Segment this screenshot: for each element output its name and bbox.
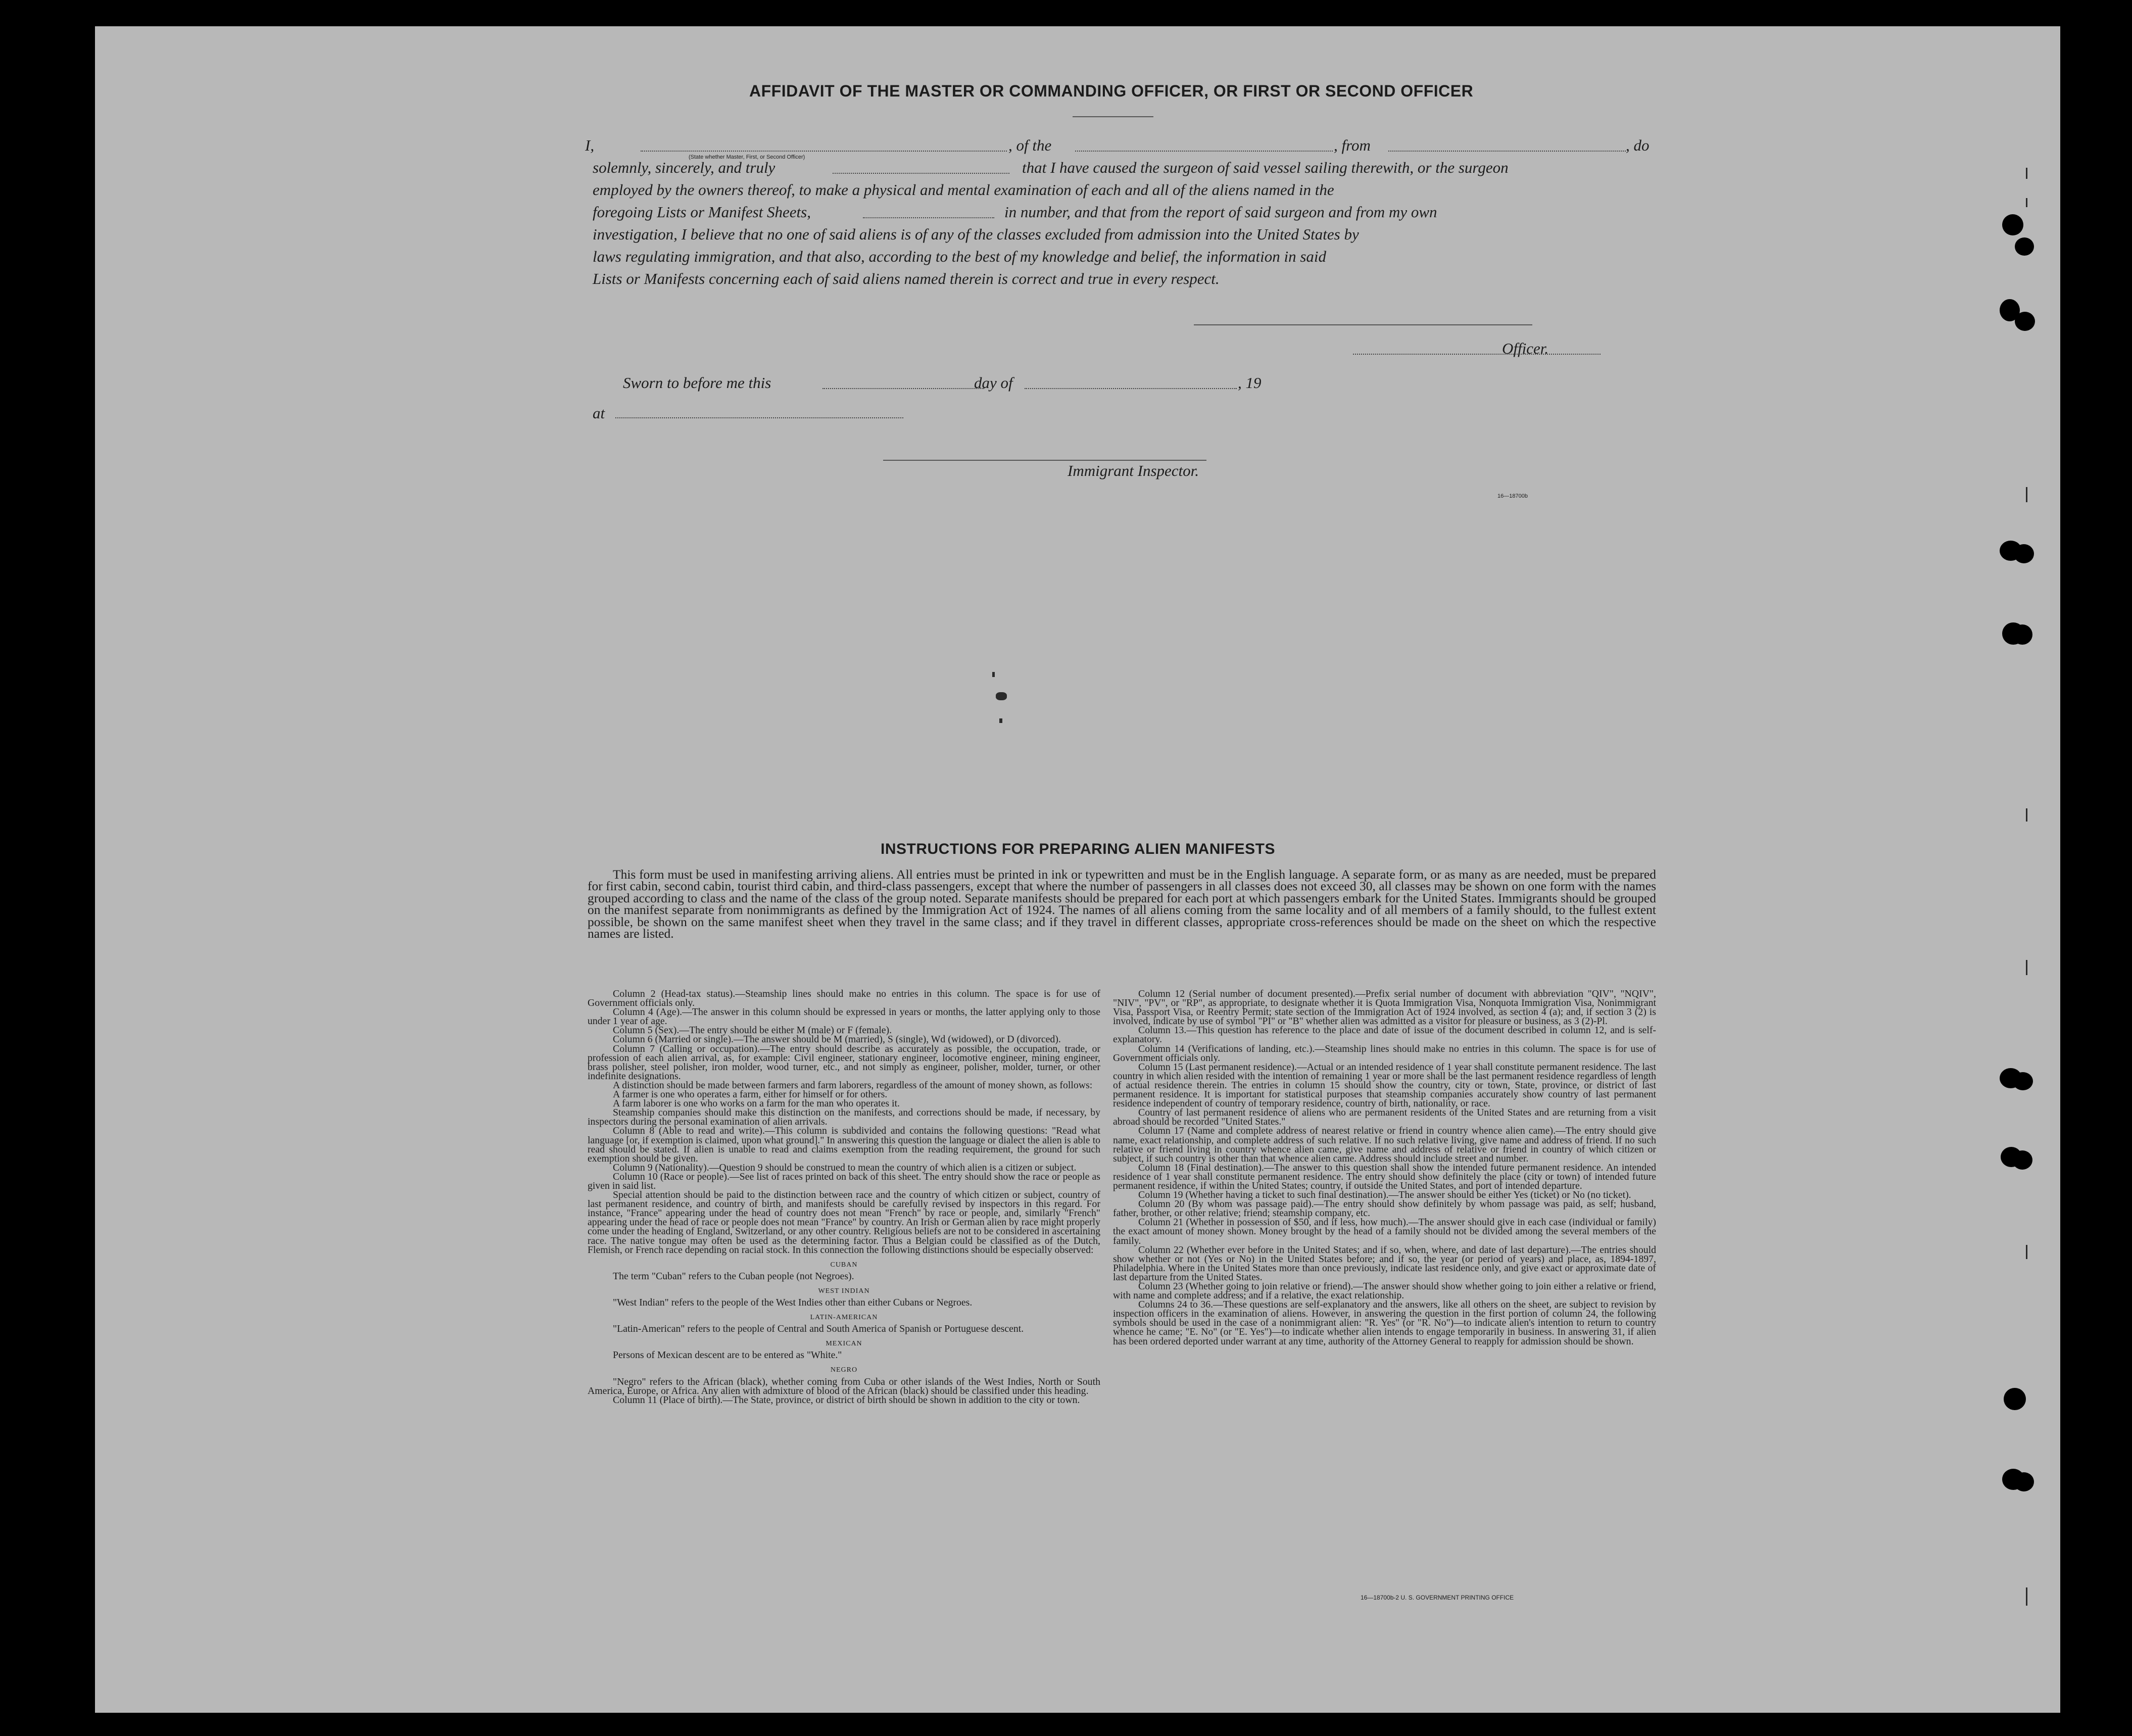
latin-american-text: "Latin-American" refers to the people of Central and South America of Spanish or Portuguese descent. [613,1323,1024,1335]
officer-label: Officer. [1502,340,1549,357]
affidavit-body-line3-rest: in number, and that from the report of said surgeon and from my own [1004,203,1437,221]
left-col-para: Column 8 (Able to read and write).—This column is subdivided and contains the following questions: "Read what language [or, if exemption is claimed, upon what ground]." In answering this question the language or dialect the alien is able to read should be stated. If alien is unable to read and claims exemption from the reading requirement, the ground for such exemption should be given. [588,1125,1100,1164]
edge-tick [2026,1587,2027,1606]
port-from-line [1388,151,1626,152]
affidavit-body-line5: laws regulating immigration, and that also, according to the best of my knowledge and belief, the information in said [593,248,1327,265]
edge-tick [2026,960,2027,975]
left-col-para: Column 4 (Age).—The answer in this column should be expressed in years or months, the latter applying only to those under 1 year of age. [588,1006,1100,1027]
instructions-title: INSTRUCTIONS FOR PREPARING ALIEN MANIFESTS [881,841,1276,857]
signature-line-2 [1353,354,1601,355]
solemnly-label: solemnly, sincerely, and truly [593,159,776,176]
do-label: , do [1626,136,1650,154]
negro-heading: NEGRO [830,1366,858,1374]
edge-tick [2026,168,2027,179]
right-col-para: Country of last permanent residence of aliens who are permanent residents of the United States and are returning from a visit abroad should be recorded "United States." [1113,1107,1656,1128]
affidavit-body-line3-start: foregoing Lists or Manifest Sheets, [593,203,811,221]
right-col-para: Column 21 (Whether in possession of $50, and if less, how much).—The answer should give in each case (individual or family) the exact amount of money shown. Money brought by the head of a family should not be divided among the several members of the family. [1113,1217,1656,1246]
edge-tick [2026,487,2027,502]
day-of-label: day of [974,374,1013,392]
punch-hole [2014,544,2034,563]
left-col-para: Column 6 (Married or single).—The answer should be M (married), S (single), Wd (widowed), or D (divorced). [613,1034,1061,1045]
west-indian-text: "West Indian" refers to the people of the West Indies other than either Cubans or Negroes. [613,1297,973,1308]
punch-hole [2012,1150,2032,1170]
ink-speck [992,672,995,677]
vessel-name-line [1075,151,1333,152]
punch-hole [2012,624,2032,645]
instructions-intro: This form must be used in manifesting arriving aliens. All entries must be printed in ink or typewritten and must be in the English language. A separate form, or as many as are needed, must be prepared for first cabin, second cabin, tourist third cabin, and third-class passengers, except that where the number of passengers in all classes does not exceed 30, all classes may be shown on one form with the names grouped according to class and the name of the class of the group noted. Separate manifests should be prepared for each port at which passengers embark for the United States. Immigrants should be grouped on the manifest separate from nonimmigrants as defined by the Immigration Act of 1924. The names of all aliens coming from the same locality and of all members of a family should, to the fullest extent possible, be shown on the same manifest sheet when they travel in the same class; and if they travel in different classes, appropriate cross-references should be made on the sheet on which the respective names are listed. [588,867,1656,941]
instructions-right-column [1113,989,1656,1346]
left-col-para: A farmer is one who operates a farm, either for himself or for others. [613,1089,888,1100]
cuban-heading: CUBAN [830,1261,858,1269]
right-col-para: Column 13.—This question has reference to the place and date of issue of the document described in column 12, and is self-explanatory. [1113,1025,1656,1045]
sworn-place-line [615,417,903,418]
left-col-para: Column 2 (Head-tax status).—Steamship lines should make no entries in this column. The space is for use of Government officials only. [588,988,1100,1009]
right-col-para: Column 12 (Serial number of document presented).—Prefix serial number of document with abbreviation "QIV", "NQIV", "NIV", "PV", or "RP", as appropriate, to designate whether it is Quota Immigration Visa, Nonquota Immigration Visa, Nonimmigrant Visa, Passport Visa, or Reentry Permit; state section of the Immigration Act of 1924 involved, as section 4 (a); and, if section 3 (2) is involved, indicate by use of symbol "PI" or "B" whether alien was admitted as a visitor for pleasure or business, as 3 (2)-Pl. [1113,988,1656,1027]
cuban-text: The term "Cuban" refers to the Cuban people (not Negroes). [613,1270,854,1282]
affidavit-title: AFFIDAVIT OF THE MASTER OR COMMANDING OFFICER, OR FIRST OR SECOND OFFICER [749,82,1474,100]
document-page [95,26,2060,1713]
west-indian-heading: WEST INDIAN [818,1287,870,1295]
ink-blot [996,692,1007,700]
year-label: , 19 [1238,374,1262,392]
affidavit-i-label: I, [585,136,595,154]
right-col-para: Column 18 (Final destination).—The answer to this question shall show the intended future permanent residence. An intended residence of 1 year shall constitute permanent residence. The entry should show definitely the place (city or town) of intended future permanent residence, if within the United States; country, if outside the United States, and port of intended departure. [1113,1162,1656,1191]
affidavit-body-line6: Lists or Manifests concerning each of said aliens named therein is correct and true in every respect. [593,270,1220,287]
inspector-label: Immigrant Inspector. [1068,462,1199,479]
left-col-para: Column 5 (Sex).—The entry should be either M (male) or F (female). [613,1025,892,1036]
mexican-heading: MEXICAN [826,1340,862,1348]
mexican-text: Persons of Mexican descent are to be entered as "White." [613,1349,842,1361]
printing-office-footer: 16—18700b-2 U. S. GOVERNMENT PRINTING OFFICE [1361,1594,1514,1601]
punch-hole [2015,312,2035,331]
right-col-para: Column 22 (Whether ever before in the United States; and if so, when, where, and date of last departure).—The entries should show whether or not (Yes or No) in the United States before; and if so, the year (or period of years) and place, as, 1894-1897, Philadelphia. Where in the United States more than once previously, indicate last residence only, and give exact or approximate date of last departure from the United States. [1113,1244,1656,1283]
sworn-month-line [1025,388,1237,389]
right-col-para: Columns 24 to 36.—These questions are self-explanatory and the answers, like all others on the sheet, are subject to revision by inspection officers in the examination of aliens. However, in answering the question in the first portion of column 24, the following symbols should be used in the case of a nonimmigrant alien: "R. Yes" (or "R. No")—to indicate alien's intention to return to country whence he came; "E. No" (or "E. Yes")—to indicate whether alien intends to engage temporarily in business. In answering 31, if alien has been ordered deported under warrant at any time, authority of the Attorney General to reapply for admission should be shown. [1113,1299,1656,1347]
right-col-para: Column 20 (By whom was passage paid).—The entry should show definitely by whom passage was paid, as self; husband, father, brother, or other relative; friend; steamship company, etc. [1113,1198,1656,1219]
ink-speck [999,718,1002,723]
right-col-para: Column 17 (Name and complete address of nearest relative or friend in country whence alien came).—The entry should give name, exact relationship, and complete address of such relative. If no such relative living, give name and address of friend. If no such relative or friend living in country whence alien came, give name and address of relative or friend in country of which citizen or subject, if such country is other than that whence alien came. Address should include street and number. [1113,1125,1656,1164]
affidavit-body-line4: investigation, I believe that no one of said aliens is of any of the classes excluded from admission into the United States by [593,225,1359,243]
left-col-para: A farm laborer is one who works on a farm for the man who operates it. [613,1098,900,1110]
edge-tick [2026,198,2027,207]
left-col-para: Column 10 (Race or people).—See list of races printed on back of this sheet. The entry should show the race or people as given in said list. [588,1171,1100,1191]
left-col-para: Column 7 (Calling or occupation).—The entry should describe as accurately as possible, the occupation, trade, or profession of each alien arrival, as, for example: Civil engineer, stationary engineer, locomotive engineer, mining engineer, brass polisher, steel polisher, iron molder, wood turner, etc., and not simply as engineer, polisher, molder, turner, or other indefinite designations. [588,1043,1100,1082]
affidavit-body-line2: employed by the owners thereof, to make a physical and mental examination of each and all of the aliens named in the [593,181,1334,199]
punch-hole [2004,1388,2026,1410]
of-the-label: , of the [1008,136,1052,154]
sworn-label: Sworn to before me this [623,374,771,392]
left-col-para: Column 9 (Nationality).—Question 9 should be construed to mean the country of which alien is a citizen or subject. [613,1162,1077,1173]
punch-hole [2013,1072,2033,1090]
left-col-para: A distinction should be made between farmers and farm laborers, regardless of the amount of money shown, as follows: [613,1079,1093,1091]
left-col-para: Steamship companies should make this distinction on the manifests, and corrections should be made, if necessary, by inspectors during the personal examination of alien arrivals. [588,1107,1100,1128]
affidavit-body-line1: that I have caused the surgeon of said vessel sailing therewith, or the surgeon [1022,159,1509,176]
punch-hole [2014,1472,2034,1491]
punch-hole [2015,237,2034,256]
right-col-para: Column 15 (Last permanent residence).—Actual or an intended residence of 1 year shall constitute permanent residence. The last country in which alien resided with the intention of remaining 1 year or more shall be the last permanent residence regardless of length of actual residence therein. The entries in column 15 should show the country, city or town, State, province, or district of last permanent residence. It is important for statistical purposes that steamship companies accurately show country of last permanent residence independent of country of temporary residence, country of birth, nationality, or race. [1113,1061,1656,1110]
left-col-para: Special attention should be paid to the distinction between race and the country of which citizen or subject, country of last permanent residence, and country of birth, and manifests should be carefully revised by inspectors in this regard. For instance, "France" appearing under the head of country does not mean "French" by race or people, and, similarly "French" appearing under the head of race or people does not mean "France" by country. An Irish or German alien by race might properly come under the heading of England, Switzerland, or any other country. Religious beliefs are not to be considered in ascertaining race. The native tongue may often be used as the determining factor. Thus a Belgian could be classified as of the Dutch, Flemish, or French race depending on racial stock. In this connection the following distinctions should be especially observed: [588,1189,1100,1256]
right-col-para: Column 23 (Whether going to join relative or friend).—The answer should show whether going to join either a relative or friend, with name and complete address; and if a relative, the exact relationship. [1113,1281,1656,1301]
affirm-line [833,173,1009,174]
sworn-day-line [822,388,984,389]
state-whether-note: (State whether Master, First, or Second Officer) [689,154,805,160]
instructions-left-column [588,989,1100,1405]
signature-line-1 [1194,324,1532,325]
column-11-text: Column 11 (Place of birth).—The State, province, or district of birth should be shown in addition to the city or town. [613,1394,1080,1406]
form-number: 16—18700b [1497,493,1528,499]
right-col-para: Column 19 (Whether having a ticket to such final destination).—The answer should be either Yes (ticket) or No (no ticket). [1138,1189,1631,1201]
negro-text: "Negro" refers to the African (black), whether coming from Cuba or other islands of the West Indies, North or South America, Europe, or Africa. Any alien with admixture of blood of the African (black) should be classified under this heading. [588,1376,1100,1396]
at-label: at [593,404,605,422]
inspector-signature-line [883,460,1206,461]
from-label: , from [1334,136,1371,154]
edge-tick [2026,1245,2027,1259]
sheet-count-line [863,217,994,218]
title-rule [1073,116,1153,117]
punch-hole [2002,214,2023,235]
latin-american-heading: LATIN-AMERICAN [810,1314,878,1322]
edge-tick [2026,808,2027,822]
officer-name-line [641,151,1007,152]
right-col-para: Column 14 (Verifications of landing, etc.).—Steamship lines should make no entries in this column. The space is for use of Government officials only. [1113,1043,1656,1064]
